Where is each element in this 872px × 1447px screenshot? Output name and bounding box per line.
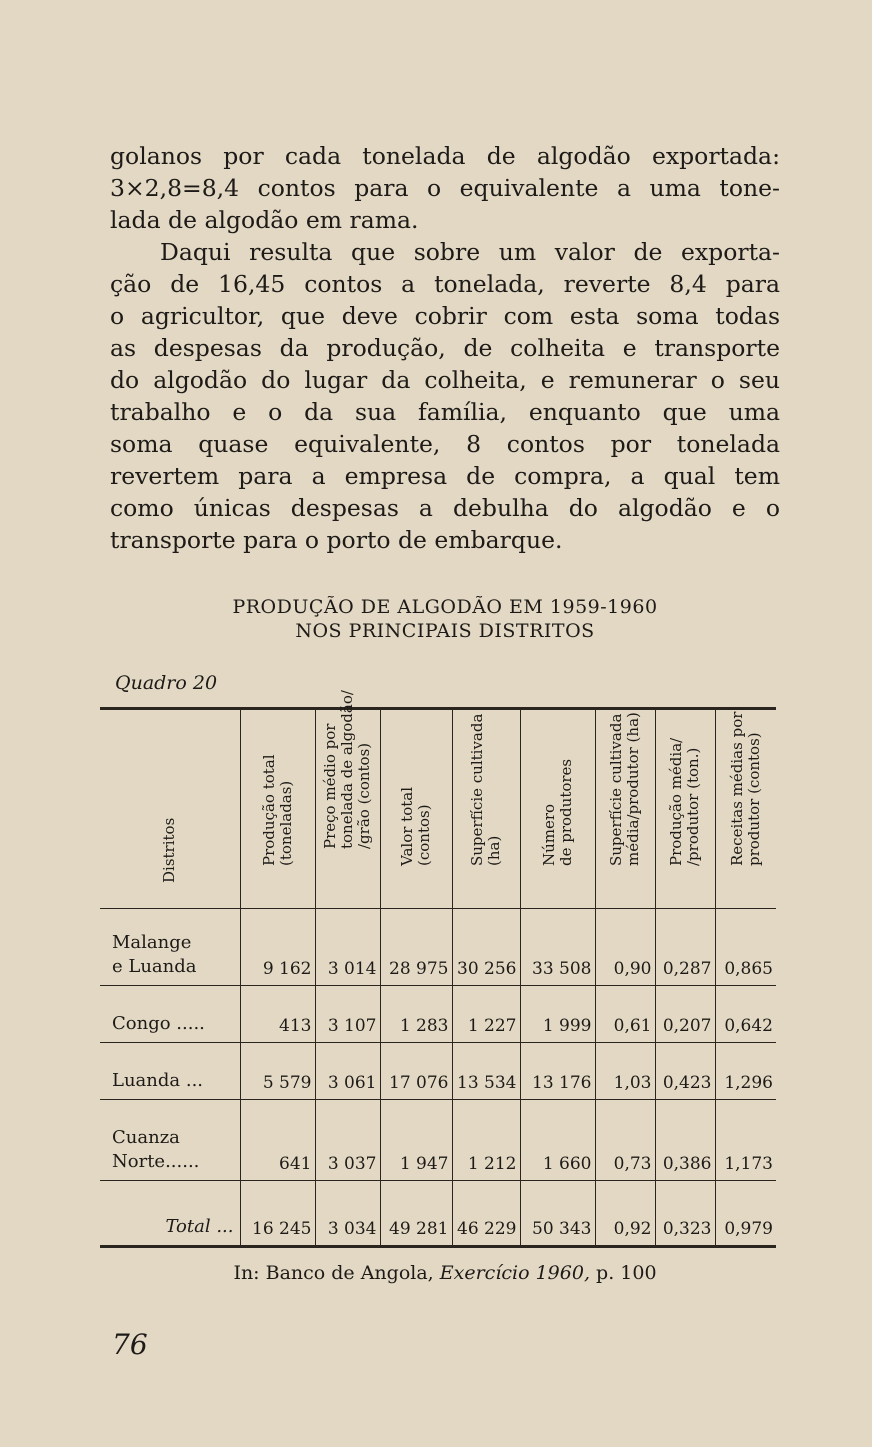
source-prefix: In: Banco de Angola, [233, 1262, 434, 1284]
text-line: do algodão do lugar da colheita, e remunerar o seu [110, 366, 780, 394]
column-header-label [729, 712, 763, 866]
table-cell: 3 014 [315, 909, 380, 986]
column-header-line: (toneladas) [276, 780, 295, 866]
table-cell: 0,423 [655, 1043, 715, 1100]
text-line: o agricultor, que deve cobrir com esta soma todas [110, 302, 780, 330]
table-cell: 1 212 [452, 1100, 520, 1181]
column-header-label [161, 818, 178, 883]
district-name-line: Malange [112, 932, 192, 953]
table-cell: 413 [240, 986, 315, 1043]
table-header-row [100, 709, 776, 909]
text-line: soma quase equivalente, 8 contos por tonelada [110, 430, 780, 458]
table-cell: 3 107 [315, 986, 380, 1043]
column-header-line: Produção total [259, 754, 278, 866]
page-number: 76 [112, 1328, 148, 1361]
table-cell: 0,865 [715, 909, 776, 986]
column-header [595, 709, 655, 909]
table-title-line: PRODUÇÃO DE ALGODÃO EM 1959-1960 [232, 596, 658, 618]
district-name-line: Congo ..... [112, 1013, 205, 1034]
paragraph-main [110, 236, 780, 556]
column-header-label [261, 754, 295, 866]
column-header-label [668, 738, 702, 866]
column-header-line: (ha) [485, 835, 503, 866]
table-cell: 0,386 [655, 1100, 715, 1181]
text-line: como únicas despesas a debulha do algodão e o [110, 494, 780, 522]
quadro-label: Quadro 20 [115, 672, 218, 694]
column-header-label [322, 690, 373, 849]
source-citation [110, 1262, 780, 1284]
table-cell: 0,73 [595, 1100, 655, 1181]
column-header-line: /grão (contos) [355, 742, 373, 849]
column-header [655, 709, 715, 909]
table-row [100, 986, 776, 1043]
table-cell: 0,979 [715, 1181, 776, 1247]
table-cell: 0,61 [595, 986, 655, 1043]
table-cell: 3 034 [315, 1181, 380, 1247]
table-cell: 30 256 [452, 909, 520, 986]
text-line: Daqui resulta que sobre um valor de exporta- [160, 238, 780, 266]
column-header-line: Superfície cultivada [468, 713, 486, 866]
table-cell: 1 947 [380, 1100, 452, 1181]
source-publication: Exercício 1960, [439, 1262, 590, 1284]
column-header-label [469, 714, 503, 866]
column-header-line: de produtores [556, 758, 575, 866]
column-header [380, 709, 452, 909]
table-row [100, 909, 776, 986]
table-cell: 16 245 [240, 1181, 315, 1247]
table-cell: 28 975 [380, 909, 452, 986]
table-cell: 17 076 [380, 1043, 452, 1100]
column-header [240, 709, 315, 909]
table-cell: 0,323 [655, 1181, 715, 1247]
text-line: golanos por cada tonelada de algodão exportada: [110, 142, 780, 170]
column-header [715, 709, 776, 909]
district-name [100, 909, 240, 986]
table-title-line: NOS PRINCIPAIS DISTRITOS [295, 620, 595, 642]
column-header-line: (contos) [415, 804, 433, 866]
column-header-line: Preço médio por [321, 723, 339, 849]
column-header-label [541, 759, 575, 866]
district-name-line: Norte...... [112, 1151, 200, 1172]
column-header-line: média/produtor (ha) [624, 712, 642, 866]
table-cell: 1,296 [715, 1043, 776, 1100]
table-cell: 49 281 [380, 1181, 452, 1247]
district-name-line: Cuanza [112, 1127, 180, 1148]
table-title [110, 595, 780, 643]
text-line: 3×2,8=8,4 contos para o equivalente a uma tone- [110, 174, 780, 202]
table-cell: 1 660 [520, 1100, 595, 1181]
column-header-line: tonelada de algodão/ [338, 690, 356, 849]
source-page: p. 100 [596, 1262, 657, 1284]
column-header-line: produtor (contos) [744, 732, 763, 866]
column-header-label [608, 712, 642, 866]
column-header-line: Receitas médias por [727, 711, 746, 866]
table-cell: 0,207 [655, 986, 715, 1043]
column-header-line: Produção média/ [667, 737, 685, 866]
district-name [100, 1181, 240, 1247]
table-cell: 33 508 [520, 909, 595, 986]
column-header-line: /produtor (ton.) [684, 747, 702, 866]
table-row [100, 1043, 776, 1100]
table-cell: 13 176 [520, 1043, 595, 1100]
column-header-line: Superfície cultivada [607, 713, 625, 866]
column-header-line: Valor total [398, 787, 416, 866]
text-line: revertem para a empresa de compra, a qual tem [110, 462, 780, 490]
column-header [315, 690, 380, 909]
table-cell: 1,03 [595, 1043, 655, 1100]
district-name [100, 1043, 240, 1100]
table-cell: 3 061 [315, 1043, 380, 1100]
text-line: lada de algodão em rama. [110, 206, 419, 234]
district-name-line: Total ... [165, 1216, 234, 1237]
table-cell: 5 579 [240, 1043, 315, 1100]
table-cell: 0,642 [715, 986, 776, 1043]
table-cell: 13 534 [452, 1043, 520, 1100]
text-line: as despesas da produção, de colheita e transporte [110, 334, 780, 362]
table-cell: 0,92 [595, 1181, 655, 1247]
district-name [100, 1100, 240, 1181]
table-cell: 46 229 [452, 1181, 520, 1247]
table-cell: 9 162 [240, 909, 315, 986]
table-cell: 1 283 [380, 986, 452, 1043]
column-header [520, 709, 595, 909]
column-header-label [399, 787, 433, 866]
district-name-line: Luanda ... [112, 1070, 204, 1091]
column-header-line: Distritos [160, 817, 179, 883]
table-cell: 3 037 [315, 1100, 380, 1181]
paragraph-continuation [110, 140, 780, 236]
table-cell: 0,90 [595, 909, 655, 986]
table-cell: 0,287 [655, 909, 715, 986]
column-header [100, 709, 240, 909]
table-cell: 50 343 [520, 1181, 595, 1247]
text-line: trabalho e o da sua família, enquanto que uma [110, 398, 780, 426]
table-row [100, 1100, 776, 1181]
column-header [452, 709, 520, 909]
text-line: ção de 16,45 contos a tonelada, reverte 8,4 para [110, 270, 780, 298]
production-table [100, 690, 776, 1248]
table-cell: 1,173 [715, 1100, 776, 1181]
district-name [100, 986, 240, 1043]
district-name-line: e Luanda [112, 956, 197, 977]
table-cell: 1 227 [452, 986, 520, 1043]
table-cell: 1 999 [520, 986, 595, 1043]
text-line: transporte para o porto de embarque. [110, 526, 563, 554]
column-header-line: Número [539, 803, 558, 866]
table-row [100, 1181, 776, 1247]
table-cell: 641 [240, 1100, 315, 1181]
